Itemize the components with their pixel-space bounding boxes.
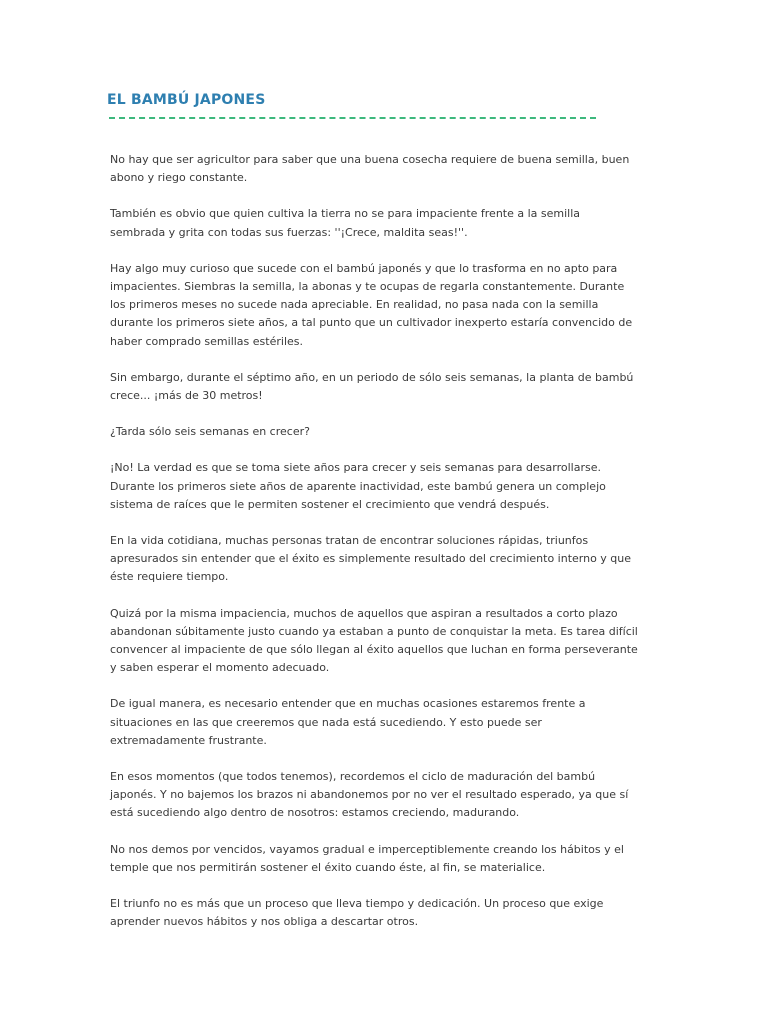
paragraph: No hay que ser agricultor para saber que una buena cosecha requiere de buena semilla, buen abono y riego constante. (110, 153, 630, 185)
document-title: EL BAMBÚ JAPONES (107, 92, 266, 108)
paragraph: En la vida cotidiana, muchas personas tratan de encontrar soluciones rápidas, triunfos apresurados sin entender que el éxito es simplemente resultado del crecimiento interno y que éste requiere tiempo. (110, 534, 632, 584)
paragraph: También es obvio que quien cultiva la tierra no se para impaciente frente a la semilla sembrada y grita con todas sus fuerzas: ''¡Crece, maldita seas!''. (110, 207, 581, 239)
paragraph: Sin embargo, durante el séptimo año, en un periodo de sólo seis semanas, la planta de bambú crece... ¡más de 30 metros! (110, 370, 634, 403)
paragraph: ¿Tarda sólo seis semanas en crecer? (110, 425, 310, 439)
paragraph: De igual manera, es necesario entender que en muchas ocasiones estaremos frente a situaciones en las que creeremos que nada está sucediendo. Y esto puede ser extremadamente frustrante. (110, 697, 586, 747)
title-dashed-divider (109, 117, 596, 119)
paragraph: Quizá por la misma impaciencia, muchos de aquellos que aspiran a resultados a corto plazo abandonan súbitamente justo cuando ya estaban a punto de conquistar la meta. Es tarea difícil convencer al impaciente de que sólo llegan al éxito aquellos que luchan en forma perseverante y saben esperar el momento adecuado. (110, 606, 638, 675)
paragraph: ¡No! La verdad es que se toma siete años para crecer y seis semanas para desarrollarse. Durante los primeros siete años de aparente inactividad, este bambú genera un complejo sistema de raíces que le permiten sostener el crecimiento que vendrá después. (110, 461, 606, 511)
paragraph: En esos momentos (que todos tenemos), recordemos el ciclo de maduración del bambú japonés. Y no bajemos los brazos ni abandonemos por no ver el resultado esperado, ya que sí está sucediendo algo dentro de nosotros: estamos creciendo, madurando. (110, 770, 629, 820)
document-body (110, 151, 658, 950)
paragraph: No nos demos por vencidos, vayamos gradual e imperceptiblemente creando los hábitos y el temple que nos permitirán sostener el éxito cuando éste, al fin, se materialice. (110, 842, 624, 874)
paragraph: El triunfo no es más que un proceso que lleva tiempo y dedicación. Un proceso que exige aprender nuevos hábitos y nos obliga a descartar otros. (110, 897, 604, 929)
paragraph: Hay algo muy curioso que sucede con el bambú japonés y que lo trasforma en no apto para impacientes. Siembras la semilla, la abonas y te ocupas de regarla constantemente. Durante los primeros meses no sucede nada apreciable. En realidad, no pasa nada con la semilla durante los primeros siete años, a tal punto que un cultivador inexperto estaría convencido de haber comprado semillas estériles. (110, 261, 633, 348)
